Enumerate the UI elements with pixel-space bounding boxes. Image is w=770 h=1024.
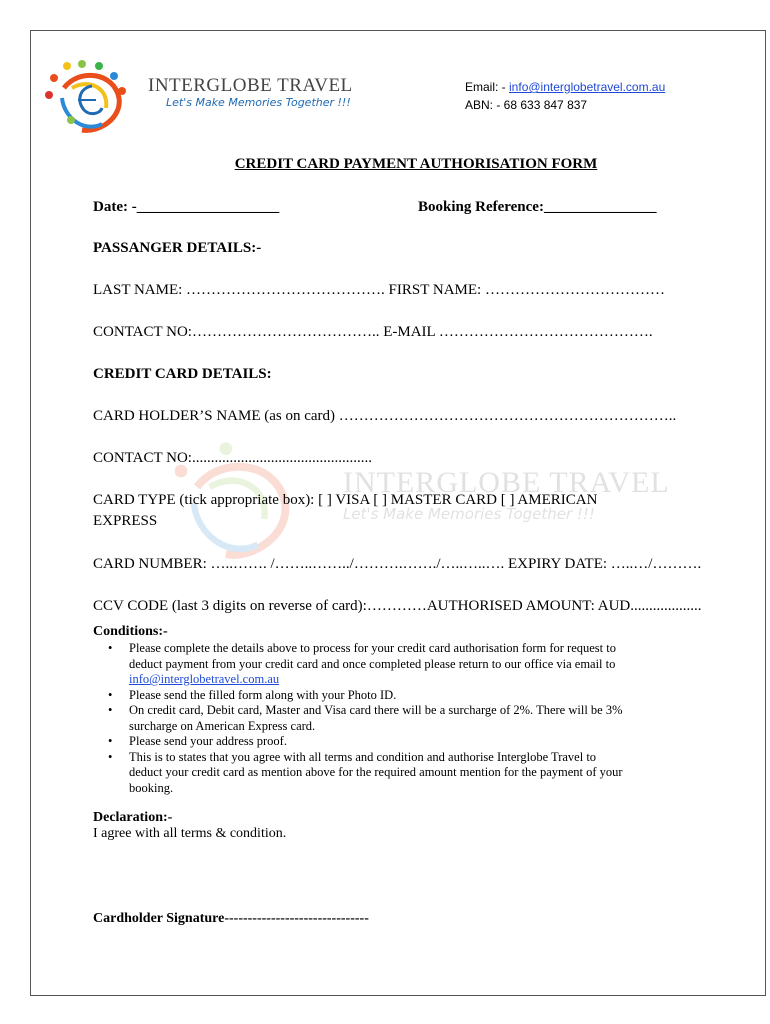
card-type-options-cont: EXPRESS — [93, 513, 158, 529]
card-type-options[interactable]: CARD TYPE (tick appropriate box): [ ] VISA [ ] MASTER CARD [ ] AMERICAN — [93, 492, 598, 508]
email-link[interactable]: info@interglobetravel.com.au — [509, 80, 666, 94]
declaration-heading: Declaration:- — [93, 810, 173, 825]
credit-card-details-heading: CREDIT CARD DETAILS: — [93, 366, 272, 382]
list-item: • Please complete the details above to process for your credit card authorisation form for request to deduct payment from your credit card and once completed please return to our office via email to info@interglobetravel.com.au — [108, 641, 698, 688]
watermark-company-name: INTERGLOBE TRAVEL — [343, 466, 670, 499]
list-item: • This is to states that you agree with all terms and condition and authorise Interglobe Travel to deduct your credit card as mention above for the required amount mention for the payment of your booking. — [108, 749, 623, 795]
form-title: CREDIT CARD PAYMENT AUTHORISATION FORM — [234, 156, 598, 172]
passenger-details-heading: PASSANGER DETAILS:- — [93, 240, 262, 256]
name-fields[interactable]: LAST NAME: …………………………………. FIRST NAME: ……………………………… — [93, 282, 665, 298]
ccv-amount-field[interactable]: CCV CODE (last 3 digits on reverse of card):…………AUTHORISED AMOUNT: AUD................... — [93, 598, 702, 614]
conditions-list — [108, 641, 698, 796]
company-tagline: Let's Make Memories Together !!! — [166, 96, 351, 109]
card-contact-field[interactable]: CONTACT NO:................................................ — [93, 450, 372, 466]
conditions-email-link[interactable]: info@interglobetravel.com.au — [129, 672, 280, 686]
list-item: • On credit card, Debit card, Master and Visa card there will be a surcharge of 2%. There will be 3% surcharge on American Express card. — [108, 703, 623, 733]
card-number-expiry-field[interactable]: CARD NUMBER: …..……. /……..……../……….……./…..…..…. EXPIRY DATE: …..…/………. — [93, 556, 702, 572]
company-name: INTERGLOBE TRAVEL — [148, 75, 353, 96]
abn-line: ABN: - 68 633 847 837 — [465, 98, 588, 112]
declaration-text: I agree with all terms & condition. — [93, 826, 287, 841]
interglobe-logo-icon — [44, 58, 144, 138]
email-line — [465, 80, 665, 94]
card-holder-name-field[interactable]: CARD HOLDER’S NAME (as on card) ………………………………………………………….. — [93, 408, 677, 424]
contact-email-fields[interactable]: CONTACT NO:……………………………….. E-MAIL ……………………………………. — [93, 324, 653, 340]
date-field[interactable]: Date: -___________________ — [93, 199, 280, 215]
list-item: • Please send the filled form along with your Photo ID. — [108, 687, 397, 702]
list-item: • Please send your address proof. — [108, 734, 287, 748]
booking-reference-field[interactable]: Booking Reference:_______________ — [418, 199, 657, 215]
email-label: Email: - — [465, 80, 510, 94]
watermark-tagline: Let's Make Memories Together !!! — [343, 505, 595, 523]
cardholder-signature-field[interactable]: Cardholder Signature------------------------------- — [93, 911, 369, 926]
conditions-heading: Conditions:- — [93, 624, 168, 639]
